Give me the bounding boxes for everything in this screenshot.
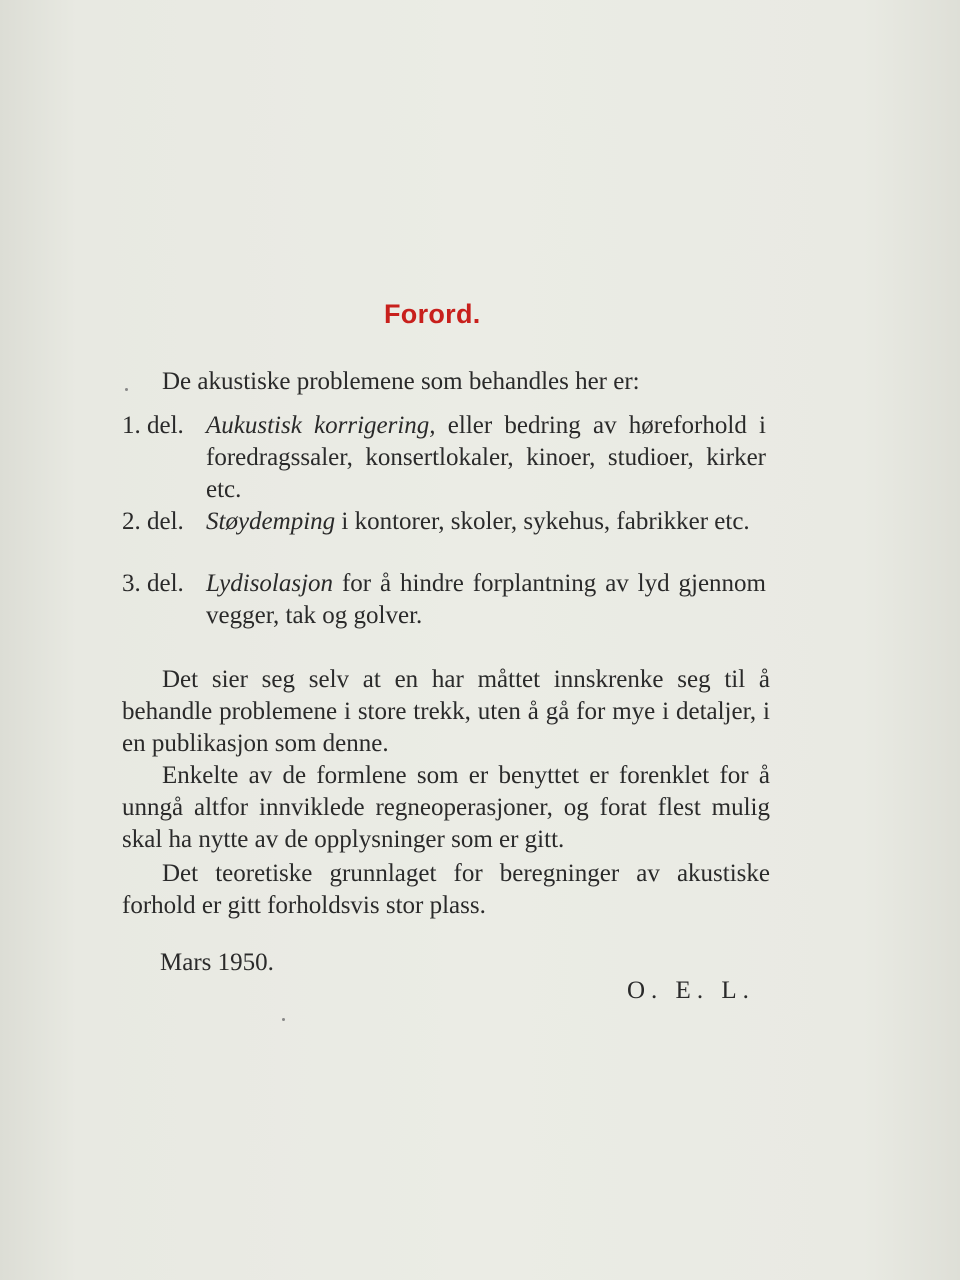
item-text: eller bedring av høreforhold i foredragssaler, konsertlokaler, kinoer, studioer, kirker etc. (206, 412, 766, 503)
paragraph: Enkelte av de formlene som er benyttet er forenklet for å unngå altfor innviklede regneoperasjoner, og forat flest mulig skal ha nytte av de opplysninger som er gitt. (122, 762, 770, 853)
paragraph: Det teoretiske grunnlaget for beregninger av akustiske forhold er gitt forholdsvis stor plass. (122, 860, 770, 919)
paper-speck (282, 1018, 285, 1021)
date-line: Mars 1950. (160, 949, 274, 976)
item-number: 2. del. (122, 508, 184, 535)
intro-line: De akustiske problemene som behandles her er: (162, 368, 640, 395)
item-term: Aukustisk korrigering, (206, 412, 436, 439)
item-text: for å hindre forplantning av lyd gjennom vegger, tak og golver. (206, 570, 766, 629)
paper-speck (125, 388, 128, 391)
item-term: Lydisolasjon (206, 570, 334, 597)
item-text: i kontorer, skoler, sykehus, fabrikker etc. (335, 508, 750, 535)
signature: O. E. L. (627, 977, 755, 1004)
page-title: Forord. (384, 299, 481, 329)
item-number: 1. del. (122, 412, 184, 439)
item-term: Støydemping (206, 508, 336, 535)
item-number: 3. del. (122, 570, 184, 597)
paragraph: Det sier seg selv at en har måttet innskrenke seg til å behandle problemene i store trekk, uten å gå for mye i detaljer, i en publikasjon som denne. (122, 666, 770, 757)
